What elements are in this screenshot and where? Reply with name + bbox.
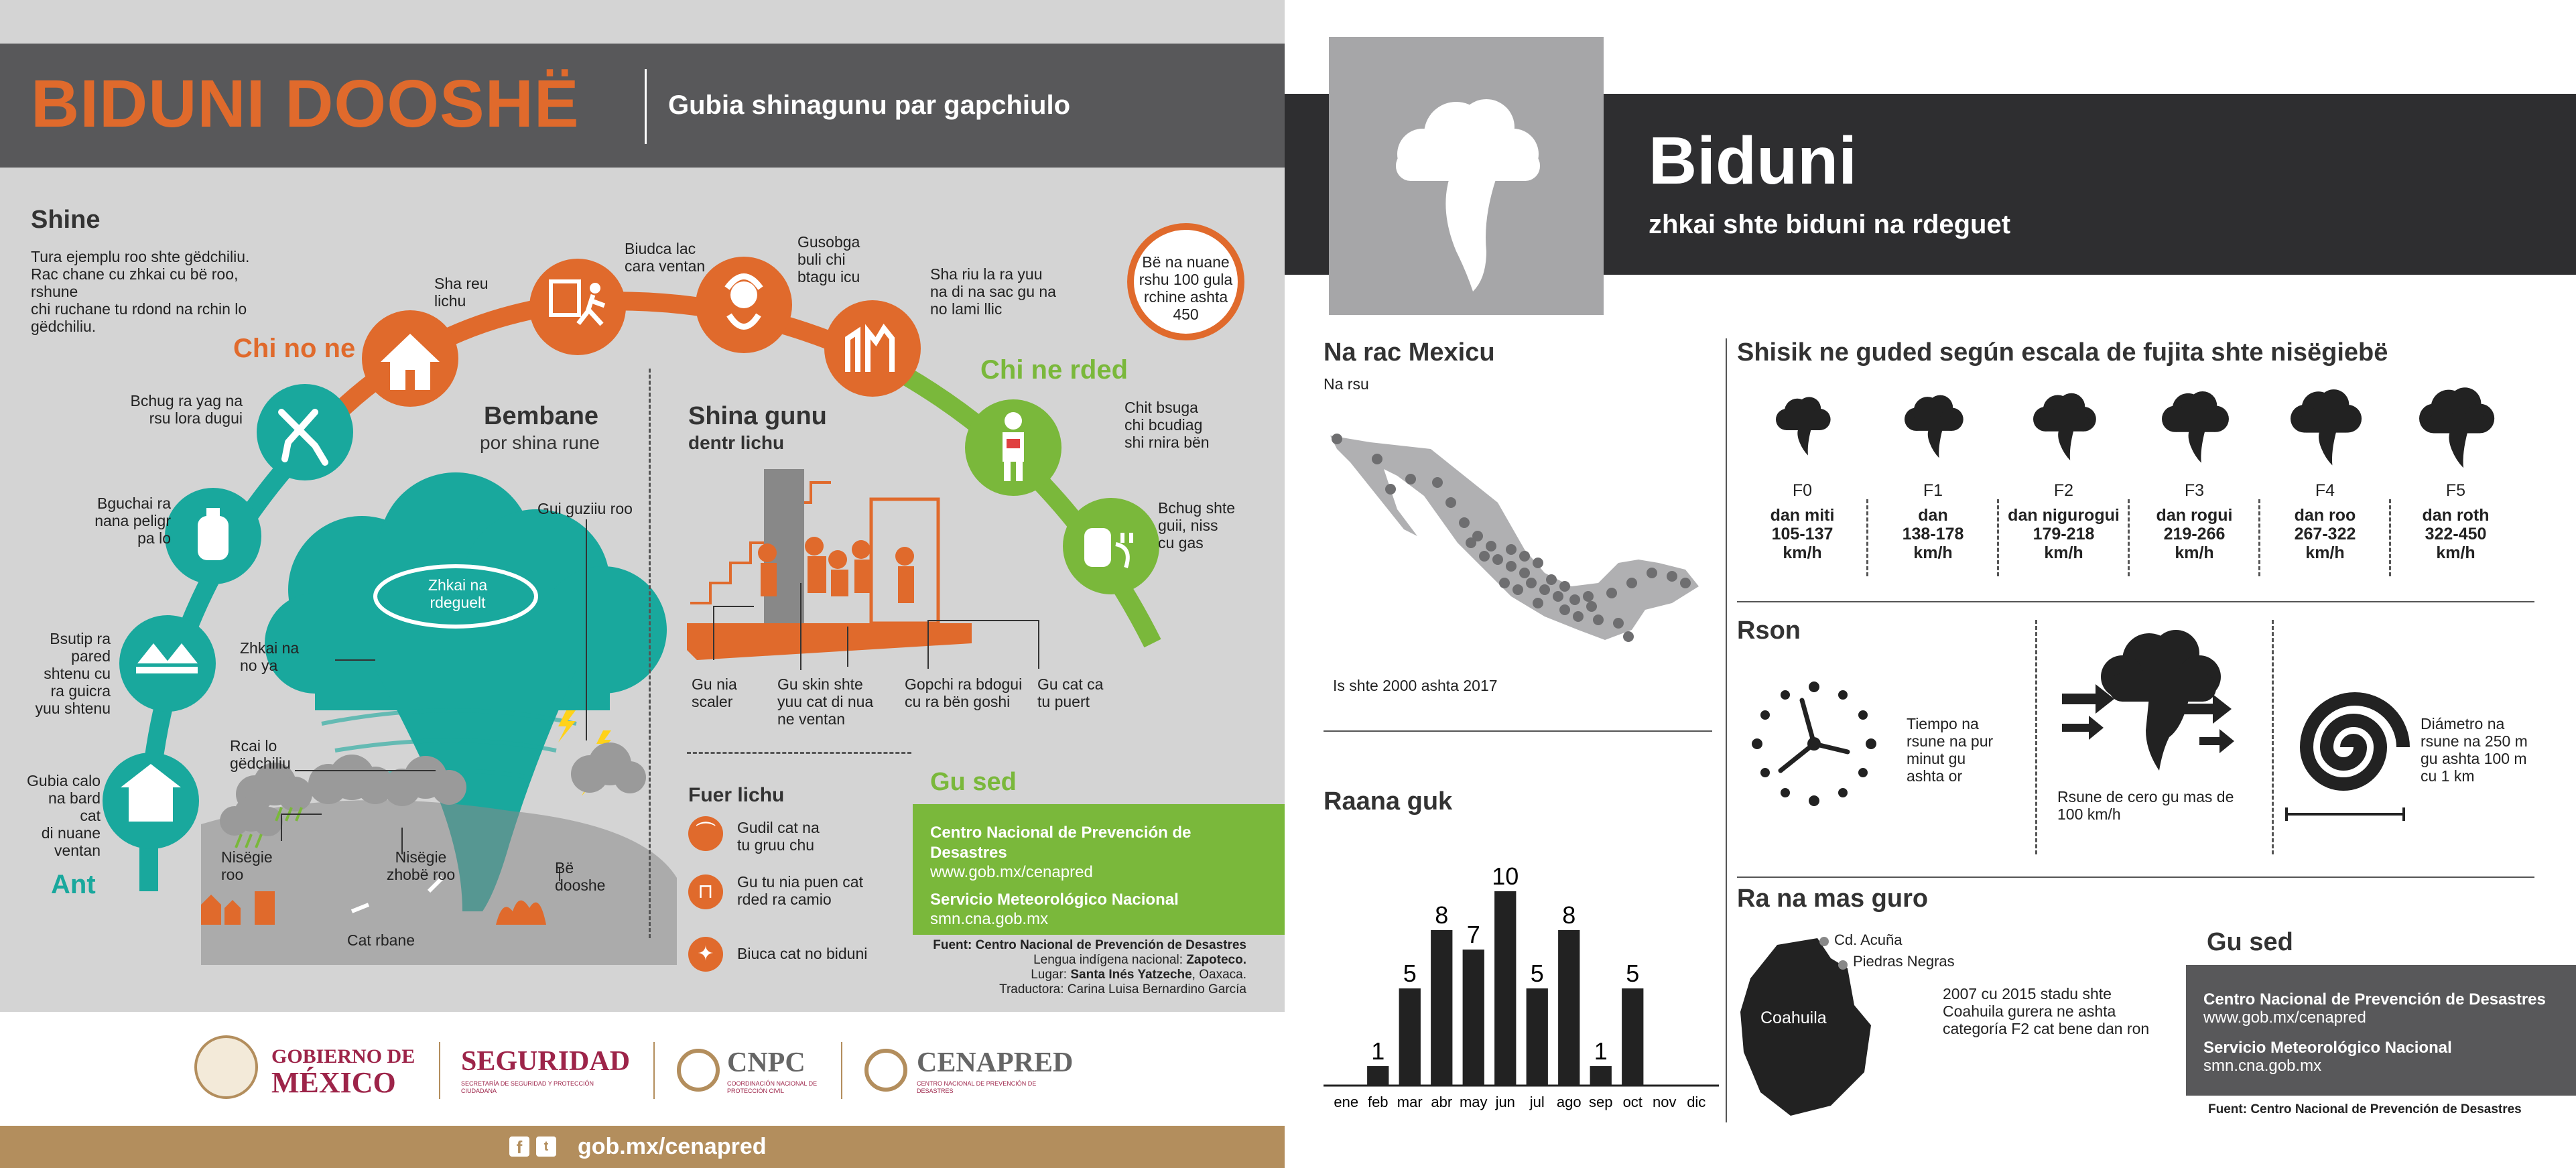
fujita-desc: dan miti	[1770, 506, 1835, 525]
bar-feb	[1367, 1066, 1389, 1086]
left-org1: Centro Nacional de Prevención de Desastres	[930, 824, 1192, 862]
tornado-location-dot	[1569, 594, 1580, 605]
tornado-location-dot	[1623, 631, 1634, 642]
footer-url[interactable]: gob.mx/cenapred	[578, 1134, 767, 1159]
bubble-text: Bë na nuane rshu 100 gula rchine ashta 450	[1139, 253, 1233, 323]
arc-label-2: Bsutip ra pared shtenu cu ra guicra yuu shtenu	[35, 630, 111, 717]
fujita-level-f2	[1998, 382, 2129, 562]
fujita-tornado-icon	[2285, 382, 2366, 469]
bar-value-label: 5	[1403, 960, 1417, 987]
credit-lugar: Lugar: Santa Inés Yatzeche, Oaxaca.	[1031, 968, 1246, 982]
x-tick-label: oct	[1622, 1094, 1643, 1110]
left-url1[interactable]: www.gob.mx/cenapred	[930, 863, 1093, 881]
room-label-4: Gu cat ca tu puert	[1037, 675, 1104, 710]
bar-abr	[1431, 930, 1452, 1086]
fujita-heading: Shisik ne guded según escala de fujita shte nisëgiebë	[1737, 338, 2388, 367]
label-zhkai-no-ya: Zhkai na no ya	[240, 639, 300, 674]
tornado-location-dot	[1586, 601, 1597, 612]
fujita-desc: 138-178	[1902, 525, 1964, 543]
arc-label-5: Sha reu lichu	[434, 275, 489, 310]
tornado-location-dot	[1573, 611, 1584, 622]
fujita-tornado-icon	[2154, 382, 2235, 469]
tornado-location-dot	[1519, 568, 1530, 578]
tornado-location-dot	[1526, 578, 1537, 588]
left-credits	[871, 938, 1246, 997]
fuer-icon-2	[688, 874, 723, 909]
fujita-desc: 322-450	[2425, 525, 2487, 543]
tornado-location-dot	[1533, 558, 1543, 568]
bar-ago	[1558, 930, 1580, 1086]
tornado-location-dot	[1546, 574, 1557, 585]
tornado-location-dot	[1680, 578, 1691, 588]
city-piedras-negras: Piedras Negras	[1853, 953, 1955, 970]
map-heading: Na rac Mexicu	[1324, 338, 1495, 367]
fujita-desc: 179-218	[2033, 525, 2095, 543]
x-tick-label: mar	[1397, 1094, 1423, 1110]
rson-speed: Rsune de cero gu mas de 100 km/h	[2057, 788, 2234, 823]
guro-heading: Ra na mas guro	[1737, 885, 1929, 913]
gobierno-line1: GOBIERNO DE	[271, 1045, 415, 1067]
fujita-tornado-icon	[2024, 382, 2104, 469]
arc-label-9: Chit bsuga chi bcudiag shi rnira bën	[1124, 399, 1210, 451]
guro-text: 2007 cu 2015 stadu shte Coahuila gurera ne ashta categoría F2 cat bene dan ron	[1943, 985, 2150, 1037]
bar-value-label: 8	[1562, 901, 1576, 929]
rson-time: Tiempo na rsune na pur minut gu ashta or	[1907, 715, 1994, 785]
tornado-location-dot	[1479, 551, 1490, 562]
right-org2: Servicio Meteorológico Nacional	[2203, 1039, 2452, 1057]
bar-mar	[1399, 988, 1421, 1086]
bembane-sub: por shina rune	[480, 432, 600, 453]
bridge-icon: ⊓	[698, 881, 714, 903]
tornado-location-dot	[1385, 484, 1396, 495]
tornado-location-dot	[1647, 568, 1657, 578]
rson-bottom-divider	[1737, 877, 2534, 878]
arc-label-1: Gubia calo na bard cat di nuane ventan	[27, 772, 101, 859]
phase-before: Ant	[51, 870, 96, 899]
fuer-icon-1	[688, 816, 723, 851]
rson-heading: Rson	[1737, 617, 1801, 645]
right-org1: Centro Nacional de Prevención de Desastres	[2203, 990, 2546, 1009]
fujita-desc: 267-322	[2294, 525, 2356, 543]
bar-value-label: 10	[1492, 862, 1519, 890]
x-tick-label: ene	[1334, 1094, 1359, 1110]
clock-icon	[1747, 677, 1881, 818]
room-label-1: Gu nia scaler	[692, 675, 737, 710]
tornado-location-dot	[1512, 584, 1523, 595]
tornado-location-dot	[1405, 474, 1416, 484]
fujita-desc: km/h	[2044, 543, 2083, 562]
right-subtitle: zhkai shte biduni na rdeguet	[1649, 210, 2011, 239]
logo-divider-2	[653, 1042, 655, 1099]
shina-gunu-heading: Shina gunu	[688, 402, 827, 430]
fujita-desc: km/h	[2436, 543, 2475, 562]
tornado-icon	[1329, 37, 1604, 315]
bembane-heading: Bembane	[484, 402, 599, 430]
fujita-code: F1	[1923, 481, 1943, 500]
bar-oct	[1622, 988, 1643, 1086]
x-tick-label: sep	[1589, 1094, 1613, 1110]
tornado-location-dot	[1492, 554, 1503, 565]
seguridad-sub: SECRETARÍA DE SEGURIDAD Y PROTECCIÓN CIUDADANA	[461, 1080, 594, 1094]
bar-sep	[1590, 1066, 1612, 1086]
right-vertical-divider	[1726, 338, 1727, 1122]
logo-divider-1	[439, 1042, 440, 1099]
label-be-dooshe: Bë dooshe	[555, 859, 606, 894]
fuer-item-3: Biuca cat no biduni	[737, 945, 868, 962]
arc-label-6: Biudca lac cara ventan	[625, 240, 706, 275]
tornado-location-dot	[1499, 578, 1510, 588]
bar-value-label: 5	[1626, 960, 1640, 987]
map-divider	[1324, 730, 1712, 732]
cenapred-name: CENAPRED	[917, 1047, 1074, 1078]
room-label-2: Gu skin shte yuu cat di nua ne ventan	[777, 675, 874, 728]
ditch-icon: ⏜	[696, 822, 716, 844]
right-gu-sed-heading: Gu sed	[2207, 928, 2293, 956]
facebook-icon[interactable]: f	[509, 1137, 529, 1157]
tornado-location-dot	[1506, 561, 1517, 572]
monthly-bar-chart	[1324, 838, 1719, 1119]
tornado-location-dot	[1445, 497, 1456, 508]
tornado-location-dot	[1539, 584, 1550, 595]
fuer-lichu-heading: Fuer lichu	[688, 784, 785, 806]
label-gui-guziiu: Gui guziiu roo	[537, 500, 633, 517]
bar-jun	[1494, 891, 1516, 1086]
phase-after: Chi ne rded	[980, 355, 1129, 385]
fujita-desc: dan	[1918, 506, 1948, 525]
tornado-location-dot	[1332, 434, 1342, 444]
arc-label-8: Sha riu la ra yuu na di na sac gu na no lami llic	[930, 265, 1056, 318]
tornado-location-dot	[1533, 598, 1543, 608]
rson-divider-2	[2272, 620, 2274, 854]
tornado-location-dot	[1583, 591, 1594, 602]
fuer-icon-3	[688, 937, 723, 972]
right-source: Fuent: Centro Nacional de Prevención de Desastres	[2208, 1102, 2522, 1116]
shina-gunu-sub: dentr lichu	[688, 432, 785, 453]
bar-value-label: 7	[1466, 921, 1480, 948]
tornado-location-dot	[1613, 618, 1624, 629]
right-url2[interactable]: smn.cna.gob.mx	[2203, 1057, 2322, 1075]
tornado-location-dot	[1559, 604, 1570, 615]
fujita-desc: 219-266	[2163, 525, 2226, 543]
x-tick-label: dic	[1687, 1094, 1706, 1110]
arc-label-4: Bchug ra yag na rsu lora dugui	[130, 392, 243, 427]
gobierno-line2: MÉXICO	[271, 1066, 396, 1099]
arc-label-3: Bguchai ra nana peligr pa lo	[94, 495, 171, 547]
gobierno-seal	[194, 1035, 258, 1099]
credit-source: Fuent: Centro Nacional de Prevención de Desastres	[933, 938, 1246, 952]
fujita-level-f3	[2129, 382, 2260, 562]
tornado-location-dot	[1626, 578, 1637, 588]
left-gu-sed-box	[913, 804, 1285, 935]
left-gu-sed-heading: Gu sed	[930, 768, 1017, 796]
fujita-level-f0	[1737, 382, 1868, 562]
fuer-item-2: Gu tu nia puen cat rded ra camio	[737, 873, 863, 908]
shine-heading: Shine	[31, 206, 101, 234]
bar-value-label: 5	[1530, 960, 1544, 987]
x-tick-label: nov	[1653, 1094, 1677, 1110]
fujita-desc: km/h	[1913, 543, 1953, 562]
rson-diameter: Diámetro na rsune na 250 m gu ashta 100 m cu 1 km	[2421, 715, 2528, 785]
fujita-desc: dan rogui	[2156, 506, 2233, 525]
fujita-desc: dan nigurogui	[2008, 506, 2120, 525]
right-title: Biduni	[1649, 123, 1858, 198]
fujita-code: F5	[2445, 481, 2466, 500]
fujita-tornado-icon	[1762, 382, 1843, 469]
arc-label-7: Gusobga buli chi btagu icu	[797, 233, 860, 285]
credit-lengua: Lengua indígena nacional: Zapoteco.	[1033, 953, 1246, 967]
seguridad-name: SEGURIDAD	[461, 1046, 631, 1077]
fujita-desc: dan roth	[2422, 506, 2490, 525]
x-tick-label: jun	[1495, 1094, 1515, 1110]
credit-traductora: Traductora: Carina Luisa Bernardino García	[999, 982, 1246, 996]
map-sub: Na rsu	[1324, 375, 1369, 393]
left-subtitle: Gubia shinagunu par gapchiulo	[668, 90, 1071, 120]
fujita-desc: km/h	[2305, 543, 2345, 562]
fujita-row	[1737, 382, 2541, 576]
fujita-tornado-icon	[1893, 382, 1974, 469]
fujita-code: F3	[2184, 481, 2205, 500]
fujita-tornado-icon	[2416, 382, 2496, 469]
rson-divider-1	[2035, 620, 2037, 854]
bar-value-label: 1	[1371, 1037, 1385, 1065]
bar-jul	[1527, 988, 1548, 1086]
fujita-desc: km/h	[2175, 543, 2214, 562]
x-tick-label: jul	[1529, 1094, 1545, 1110]
tornado-location-dot	[1432, 477, 1443, 488]
tornado-location-dot	[1466, 537, 1476, 548]
label-nisegie-roo: Nisëgie roo	[221, 848, 273, 883]
left-org2: Servicio Meteorológico Nacional	[930, 891, 1179, 909]
room-label-3: Gopchi ra bdogui cu ra bën goshi	[905, 675, 1023, 710]
mexico-map	[1324, 429, 1712, 657]
tornado-location-dot	[1519, 551, 1530, 562]
fujita-code: F0	[1792, 481, 1813, 500]
fuer-item-1: Gudil cat na tu gruu chu	[737, 819, 820, 854]
cenapred-seal	[864, 1049, 907, 1092]
tornado-location-dot	[1553, 591, 1563, 602]
right-gu-sed-box	[2186, 965, 2576, 1096]
fujita-level-f1	[1868, 382, 1998, 562]
tornado-location-dot	[1486, 541, 1496, 551]
tornado-location-dot	[1606, 588, 1617, 598]
tornado-location-dot	[1593, 614, 1604, 625]
phase-during: Chi no ne	[233, 334, 356, 363]
fujita-level-f5	[2390, 382, 2521, 562]
tornado-location-dot	[1506, 544, 1517, 555]
right-panel	[1285, 0, 2576, 1168]
tornado-location-dot	[1459, 517, 1470, 528]
left-url2[interactable]: smn.cna.gob.mx	[930, 910, 1049, 928]
tornado-location-dot	[1559, 581, 1570, 592]
left-panel	[0, 0, 1285, 1168]
fujita-divider	[1737, 601, 2534, 602]
arc-label-10: Bchug shte guii, niss cu gas	[1158, 499, 1236, 551]
wind-tornado-icon	[2055, 617, 2236, 764]
shine-text: Tura ejemplu roo shte gëdchiliu. Rac chane cu zhkai cu bë roo, rshune chi ruchane tu rdond na rchin lo gëdchiliu.	[31, 248, 250, 335]
spiral-icon	[2283, 667, 2431, 828]
x-tick-label: feb	[1367, 1094, 1389, 1110]
fujita-desc: km/h	[1783, 543, 1822, 562]
bar-value-label: 8	[1435, 901, 1449, 929]
tornado-location-dot	[1372, 454, 1382, 464]
right-url1[interactable]: www.gob.mx/cenapred	[2203, 1009, 2366, 1027]
logo-divider-3	[841, 1042, 842, 1099]
twitter-icon[interactable]: t	[536, 1137, 556, 1157]
label-zhkai-rdeguelt: Zhkai na rdeguelt	[428, 576, 488, 611]
cenapred-sub: CENTRO NACIONAL DE PREVENCIÓN DE DESASTRES	[917, 1080, 1037, 1094]
cnpc-seal	[677, 1049, 720, 1092]
bar-may	[1463, 950, 1484, 1086]
chart-title: Raana guk	[1324, 787, 1453, 816]
label-cat-rbane: Cat rbane	[347, 931, 415, 949]
label-nisegie-zhobe: Nisëgie zhobë roo	[386, 848, 456, 883]
map-caption: Is shte 2000 ashta 2017	[1333, 677, 1498, 694]
logos-band	[0, 1012, 1285, 1126]
fujita-desc: dan roo	[2294, 506, 2356, 525]
x-tick-label: may	[1459, 1094, 1488, 1110]
fujita-code: F4	[2315, 481, 2335, 500]
fujita-level-f4	[2260, 382, 2390, 562]
fujita-code: F2	[2053, 481, 2074, 500]
tornado-location-dot	[1667, 571, 1677, 582]
bar-value-label: 1	[1594, 1037, 1608, 1065]
fujita-desc: 105-137	[1771, 525, 1833, 543]
left-title: BIDUNI DOOSHË	[31, 66, 580, 141]
city-acuna: Cd. Acuña	[1834, 931, 1903, 948]
x-tick-label: abr	[1431, 1094, 1453, 1110]
x-tick-label: ago	[1556, 1094, 1582, 1110]
state-coahuila: Coahuila	[1760, 1009, 1827, 1027]
running-person-icon: ✦	[697, 943, 714, 965]
cnpc-name: CNPC	[727, 1047, 806, 1078]
label-rcai-lo: Rcai lo gëdchiliu	[230, 737, 291, 772]
cnpc-sub: COORDINACIÓN NACIONAL DE PROTECCIÓN CIVIL	[727, 1080, 818, 1094]
